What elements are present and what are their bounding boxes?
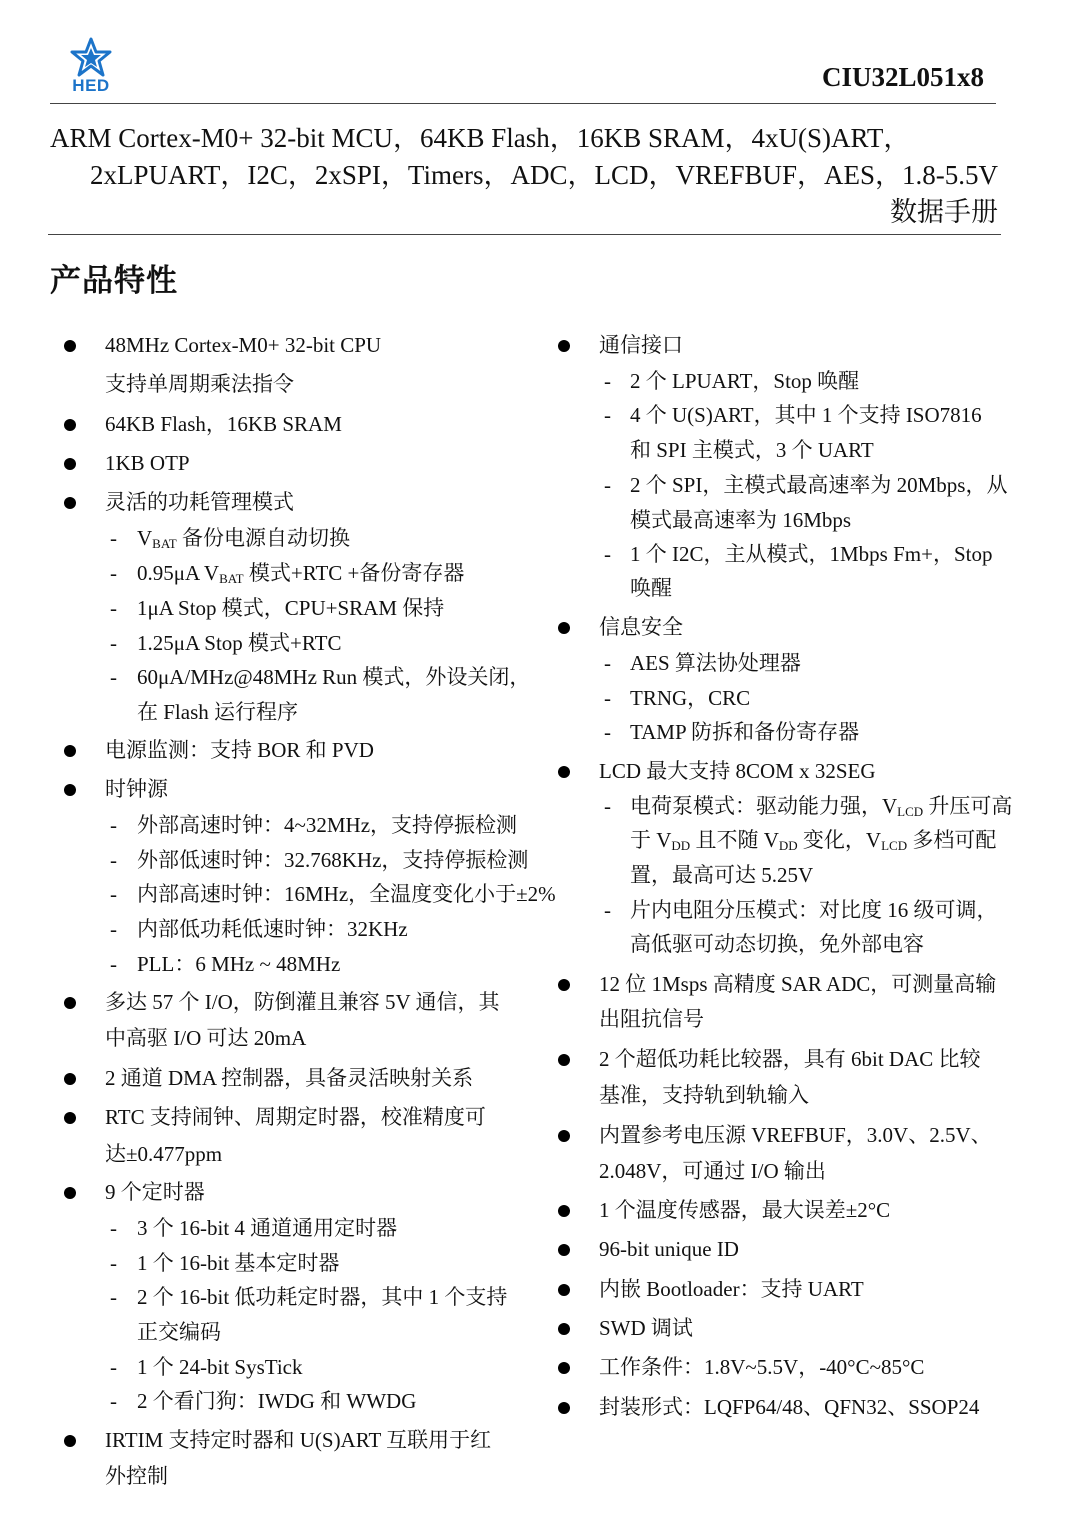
- clock-sub-item: 外部低速时钟：32.768KHz，支持停振检测: [137, 848, 529, 872]
- feature-rtc-cont: 达±0.477ppm: [105, 1142, 223, 1166]
- subtitle-line-3: 数据手册: [890, 197, 998, 227]
- dash-icon: -: [110, 1251, 117, 1275]
- comm-sub-item: 4 个 U(S)ART，其中 1 个支持 ISO7816: [630, 403, 982, 427]
- bullet-icon: [64, 1073, 76, 1085]
- feature-power-monitor: 电源监测：支持 BOR 和 PVD: [105, 738, 374, 762]
- feature-comm: 通信接口: [599, 333, 683, 357]
- document-subtitle: [50, 120, 998, 231]
- company-logo: [62, 36, 120, 96]
- dash-icon: -: [110, 665, 117, 689]
- dash-icon: -: [604, 403, 611, 427]
- dash-icon: -: [110, 882, 117, 906]
- power-sub-item: 60μA/MHz@48MHz Run 模式，外设关闭，: [137, 665, 531, 689]
- bullet-icon: [558, 1130, 570, 1142]
- dash-icon: -: [604, 651, 611, 675]
- feature-lcd: LCD 最大支持 8COM x 32SEG: [599, 759, 876, 783]
- comm-sub-item-cont: 模式最高速率为 16Mbps: [630, 508, 852, 532]
- power-sub-item-cont: 在 Flash 运行程序: [137, 700, 299, 724]
- feature-vrefbuf-cont: 2.048V，可通过 I/O 输出: [599, 1159, 826, 1183]
- feature-unique-id: 96-bit unique ID: [599, 1237, 739, 1261]
- feature-swd: SWD 调试: [599, 1316, 693, 1340]
- feature-temp-sensor: 1 个温度传感器，最大误差±2°C: [599, 1198, 891, 1222]
- comm-sub-item: 2 个 LPUART，Stop 唤醒: [630, 369, 860, 393]
- comm-sub-item-cont: 和 SPI 主模式，3 个 UART: [630, 438, 874, 462]
- subtitle-line-1: ARM Cortex-M0+ 32-bit MCU，64KB Flash，16KB SRAM，4xU(S)ART，: [50, 123, 911, 153]
- dash-icon: -: [110, 561, 117, 585]
- timer-sub-item: 2 个看门狗：IWDG 和 WWDG: [137, 1389, 417, 1413]
- star-logo-icon: [62, 36, 120, 80]
- power-sub-item: 0.95μA $V_{BAT}$ 模式+RTC +备份寄存器: [137, 561, 465, 586]
- bullet-icon: [64, 1187, 76, 1199]
- bullet-icon: [558, 1054, 570, 1066]
- timer-sub-item: 2 个 16-bit 低功耗定时器，其中 1 个支持: [137, 1285, 508, 1309]
- bullet-icon: [558, 979, 570, 991]
- feature-cpu: 48MHz Cortex-M0+ 32-bit CPU: [105, 333, 382, 357]
- feature-cpu-detail: 支持单周期乘法指令: [105, 372, 294, 396]
- feature-packages: 封装形式：LQFP64/48、QFN32、SSOP24: [599, 1395, 980, 1419]
- subtitle-line-2: 2xLPUART，I2C，2xSPI，Timers，ADC，LCD，VREFBUF，AES，1.8-5.5V: [90, 160, 998, 190]
- lcd-sub-item-cont: 于 $V_{DD}$ 且不随 $V_{DD}$ 变化，$V_{LCD}$ 多档可配: [630, 828, 997, 853]
- timer-sub-item-cont: 正交编码: [137, 1320, 221, 1344]
- lcd-sub-item: 电荷泵模式：驱动能力强，$V_{LCD}$ 升压可高: [630, 794, 1013, 819]
- feature-operating-conditions: 工作条件：1.8V~5.5V，-40°C~85°C: [599, 1355, 925, 1379]
- dash-icon: -: [110, 526, 117, 550]
- subtitle-rule: [48, 234, 1001, 235]
- dash-icon: -: [110, 813, 117, 837]
- bullet-icon: [558, 1244, 570, 1256]
- feature-comparator: 2 个超低功耗比较器，具有 6bit DAC 比较: [599, 1047, 981, 1071]
- bullet-icon: [558, 1323, 570, 1335]
- lcd-sub-item-cont: 高低驱可动态切换，免外部电容: [630, 932, 924, 956]
- bullet-icon: [64, 784, 76, 796]
- feature-io-cont: 中高驱 I/O 可达 20mA: [105, 1026, 307, 1050]
- dash-icon: -: [604, 369, 611, 393]
- feature-power-modes: 灵活的功耗管理模式: [105, 490, 294, 514]
- bullet-icon: [64, 458, 76, 470]
- dash-icon: -: [110, 1389, 117, 1413]
- lcd-sub-item-cont: 置，最高可达 5.25V: [630, 863, 814, 887]
- feature-security: 信息安全: [599, 615, 683, 639]
- dash-icon: -: [604, 720, 611, 744]
- bullet-icon: [64, 745, 76, 757]
- power-sub-item: 1μA Stop 模式，CPU+SRAM 保持: [137, 596, 445, 620]
- bullet-icon: [64, 997, 76, 1009]
- dash-icon: -: [604, 686, 611, 710]
- comm-sub-item: 1 个 I2C，主从模式，1Mbps Fm+，Stop: [630, 542, 993, 566]
- header-rule: [50, 103, 996, 104]
- feature-vrefbuf: 内置参考电压源 VREFBUF，3.0V、2.5V、: [599, 1123, 992, 1147]
- dash-icon: -: [110, 631, 117, 655]
- dash-icon: -: [110, 596, 117, 620]
- power-sub-item: $V_{BAT}$ 备份电源自动切换: [137, 526, 350, 551]
- timer-sub-item: 1 个 16-bit 基本定时器: [137, 1251, 340, 1275]
- bullet-icon: [64, 419, 76, 431]
- clock-sub-item: PLL：6 MHz ~ 48MHz: [137, 952, 341, 976]
- feature-timers: 9 个定时器: [105, 1180, 205, 1204]
- bullet-icon: [558, 1362, 570, 1374]
- clock-sub-item: 外部高速时钟：4~32MHz，支持停振检测: [137, 813, 518, 837]
- feature-memory: 64KB Flash，16KB SRAM: [105, 412, 342, 436]
- feature-io: 多达 57 个 I/O，防倒灌且兼容 5V 通信，其: [105, 990, 500, 1014]
- dash-icon: -: [604, 898, 611, 922]
- bullet-icon: [64, 1112, 76, 1124]
- comm-sub-item-cont: 唤醒: [630, 576, 672, 600]
- bullet-icon: [558, 340, 570, 352]
- bullet-icon: [558, 1205, 570, 1217]
- clock-sub-item: 内部高速时钟：16MHz，全温度变化小于±2%: [137, 882, 556, 906]
- security-sub-item: TRNG，CRC: [630, 686, 751, 710]
- lcd-sub-item: 片内电阻分压模式：对比度 16 级可调，: [630, 898, 998, 922]
- feature-comparator-cont: 基准，支持轨到轨输入: [599, 1083, 809, 1107]
- logo-text: HED: [72, 76, 110, 95]
- clock-sub-item: 内部低功耗低速时钟：32KHz: [137, 917, 408, 941]
- dash-icon: -: [604, 473, 611, 497]
- feature-irtim: IRTIM 支持定时器和 U(S)ART 互联用于红: [105, 1428, 492, 1452]
- feature-rtc: RTC 支持闹钟、周期定时器，校准精度可: [105, 1105, 486, 1129]
- dash-icon: -: [604, 542, 611, 566]
- power-sub-item: 1.25μA Stop 模式+RTC: [137, 631, 342, 655]
- bullet-icon: [558, 1402, 570, 1414]
- dash-icon: -: [110, 917, 117, 941]
- bullet-icon: [558, 1284, 570, 1296]
- feature-bootloader: 内嵌 Bootloader：支持 UART: [599, 1277, 864, 1301]
- security-sub-item: TAMP 防拆和备份寄存器: [630, 720, 860, 744]
- timer-sub-item: 1 个 24-bit SysTick: [137, 1355, 303, 1379]
- security-sub-item: AES 算法协处理器: [630, 651, 801, 675]
- dash-icon: -: [110, 1355, 117, 1379]
- bullet-icon: [64, 340, 76, 352]
- dash-icon: -: [110, 952, 117, 976]
- comm-sub-item: 2 个 SPI，主模式最高速率为 20Mbps，从: [630, 473, 1008, 497]
- feature-adc: 12 位 1Msps 高精度 SAR ADC，可测量高输: [599, 972, 997, 996]
- feature-irtim-cont: 外控制: [105, 1464, 168, 1488]
- timer-sub-item: 3 个 16-bit 4 通道通用定时器: [137, 1216, 398, 1240]
- dash-icon: -: [110, 1285, 117, 1309]
- feature-adc-cont: 出阻抗信号: [599, 1007, 704, 1031]
- bullet-icon: [558, 766, 570, 778]
- bullet-icon: [64, 497, 76, 509]
- dash-icon: -: [604, 794, 611, 818]
- feature-otp: 1KB OTP: [105, 451, 190, 475]
- feature-dma: 2 通道 DMA 控制器，具备灵活映射关系: [105, 1066, 474, 1090]
- feature-clock-source: 时钟源: [105, 777, 168, 801]
- section-title: 产品特性: [50, 263, 178, 299]
- bullet-icon: [64, 1435, 76, 1447]
- bullet-icon: [558, 622, 570, 634]
- dash-icon: -: [110, 848, 117, 872]
- part-number: CIU32L051x8: [821, 62, 984, 92]
- dash-icon: -: [110, 1216, 117, 1240]
